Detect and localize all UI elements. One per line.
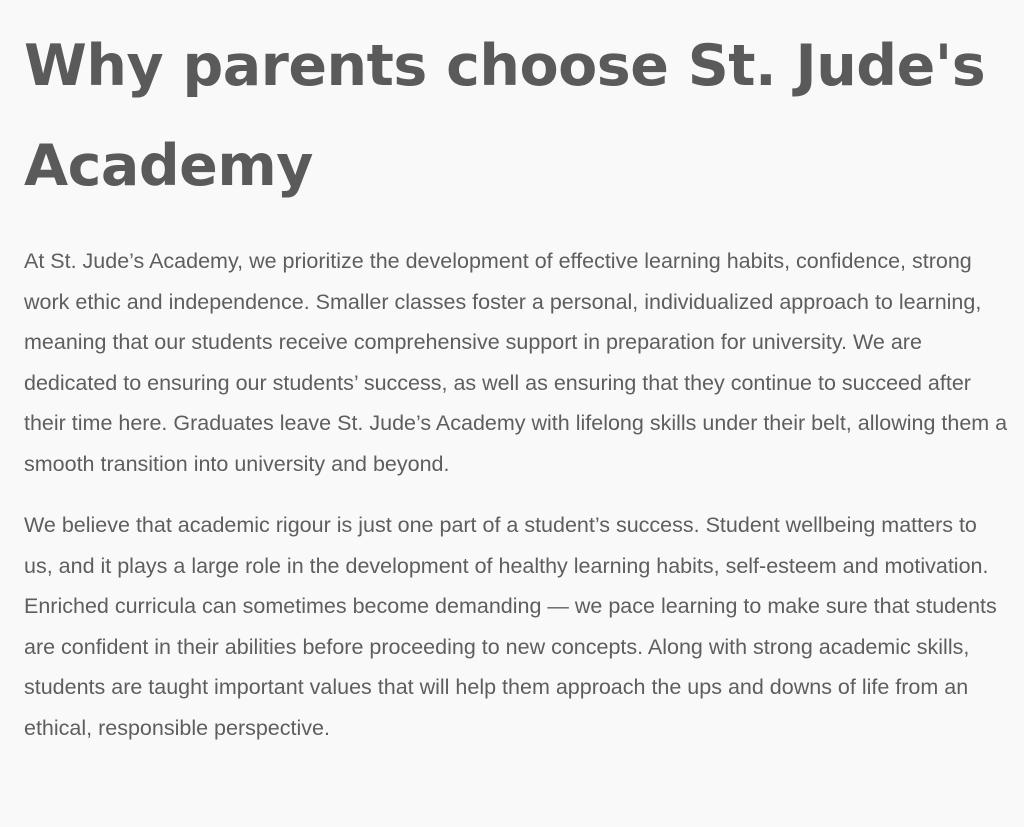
- page-title: Why parents choose St. Jude's Academy: [24, 33, 986, 199]
- wellbeing-paragraph: We believe that academic rigour is just one part of a student’s success. Student wellbeing matters to us, and it plays a large role in the development of healthy learning habits, self-esteem and motivation. Enriched curricula can sometimes become demanding — we pace learning to make sure that students are confident in their abilities before proceeding to new concepts. Along with strong academic skills, students are taught important values that will help them approach the ups and downs of life from an ethical, responsible perspective.: [24, 513, 997, 740]
- intro-paragraph: At St. Jude’s Academy, we prioritize the development of effective learning habits, confidence, strong work ethic and independence. Smaller classes foster a personal, individualized approach to learning, meaning that our students receive comprehensive support in preparation for university. We are dedicated to ensuring our students’ success, as well as ensuring that they continue to succeed after their time here. Graduates leave St. Jude’s Academy with lifelong skills under their belt, allowing them a smooth transition into university and beyond.: [24, 249, 1008, 476]
